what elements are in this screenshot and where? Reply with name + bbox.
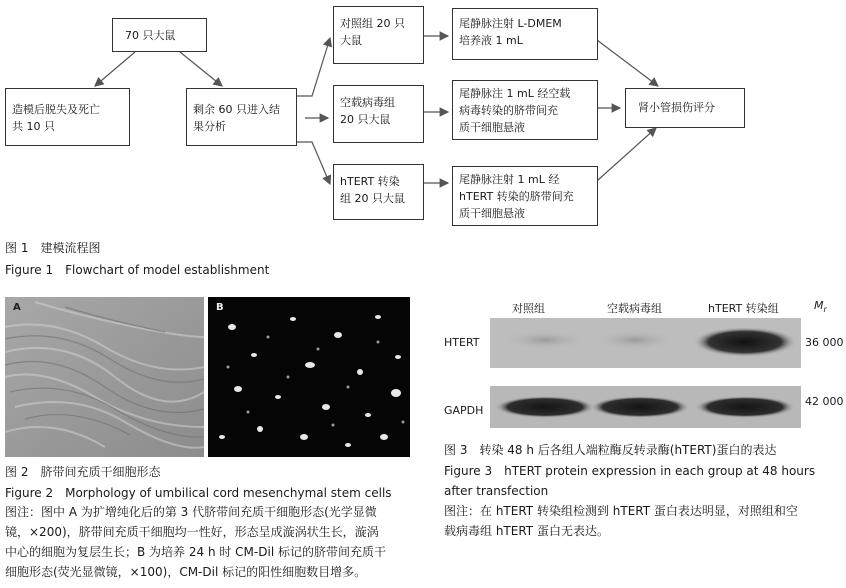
node-treatment-empty: 尾静脉注 1 mL 经空载 病毒转染的脐带间充 质干细胞悬液 <box>452 80 598 140</box>
node-dropout: 造模后脱失及死亡 共 10 只 <box>5 88 130 146</box>
node-treatment-htert: 尾静脉注射 1 mL 经 hTERT 转染的脐带间充 质干细胞悬液 <box>452 166 598 226</box>
node-70-rats: 70 只大鼠 <box>112 18 207 52</box>
figure2-caption-en: Figure 2 Morphology of umbilical cord mesenchymal stem cells <box>5 486 392 500</box>
node-htert-group: hTERT 转染 组 20 只大鼠 <box>333 164 424 220</box>
mw-label-htert: 36 000 <box>805 336 844 349</box>
column-label-control: 对照组 <box>512 302 545 315</box>
western-blot-htert-band <box>490 318 801 368</box>
figure2-caption-cn: 图 2 脐带间充质干细胞形态 <box>5 465 161 479</box>
western-blot-gapdh-band <box>490 386 801 428</box>
micrograph-panel-b <box>208 297 410 457</box>
figure3-note: 图注：在 hTERT 转染组检测到 hTERT 蛋白表达明显，对照组和空 载病毒组 hTERT 蛋白无表达。 <box>444 504 798 538</box>
column-label-htert: hTERT 转染组 <box>708 302 779 315</box>
panel-b-label: B <box>216 302 224 313</box>
figure3-caption-en-line1: Figure 3 hTERT protein expression in each group at 48 hours <box>444 464 816 478</box>
node-tubular-injury-score: 肾小管损伤评分 <box>625 88 745 128</box>
micrograph-panel-a <box>5 297 204 457</box>
figure3-caption-cn: 图 3 转染 48 h 后各组人端粒酶反转录酶(hTERT)蛋白的表达 <box>444 443 777 457</box>
panel-a-label: A <box>13 302 21 313</box>
row-label-htert: HTERT <box>444 336 480 349</box>
node-treatment-control: 尾静脉注射 L-DMEM 培养液 1 mL <box>452 8 598 60</box>
figure1-caption-en: Figure 1 Flowchart of model establishment <box>5 263 270 277</box>
row-label-gapdh: GAPDH <box>444 404 484 417</box>
node-remaining: 剩余 60 只进入结 果分析 <box>186 88 297 146</box>
figure3-caption-en-line2: after transfection <box>444 484 549 498</box>
column-label-empty-virus: 空载病毒组 <box>607 302 662 315</box>
node-control-group: 对照组 20 只 大鼠 <box>333 6 424 64</box>
figure1-caption-cn: 图 1 建模流程图 <box>5 241 101 255</box>
mw-label-gapdh: 42 000 <box>805 395 844 408</box>
node-empty-virus-group: 空载病毒组 20 只大鼠 <box>333 85 424 143</box>
figure2-note: 图注：图中 A 为扩增纯化后的第 3 代脐带间充质干细胞形态(光学显微 镜，×200)，脐带间充质干细胞均一性好，形态呈成漩涡状生长，漩涡 中心的细胞为复层生长；B 为培养 24 h 时 CM-Dil 标记的脐带间充质干 细胞形态(荧光显微镜，×100)，CM-Dil 标记的阳性细胞数目增多。 <box>5 505 386 579</box>
mr-label: $M_r$ <box>814 299 827 315</box>
